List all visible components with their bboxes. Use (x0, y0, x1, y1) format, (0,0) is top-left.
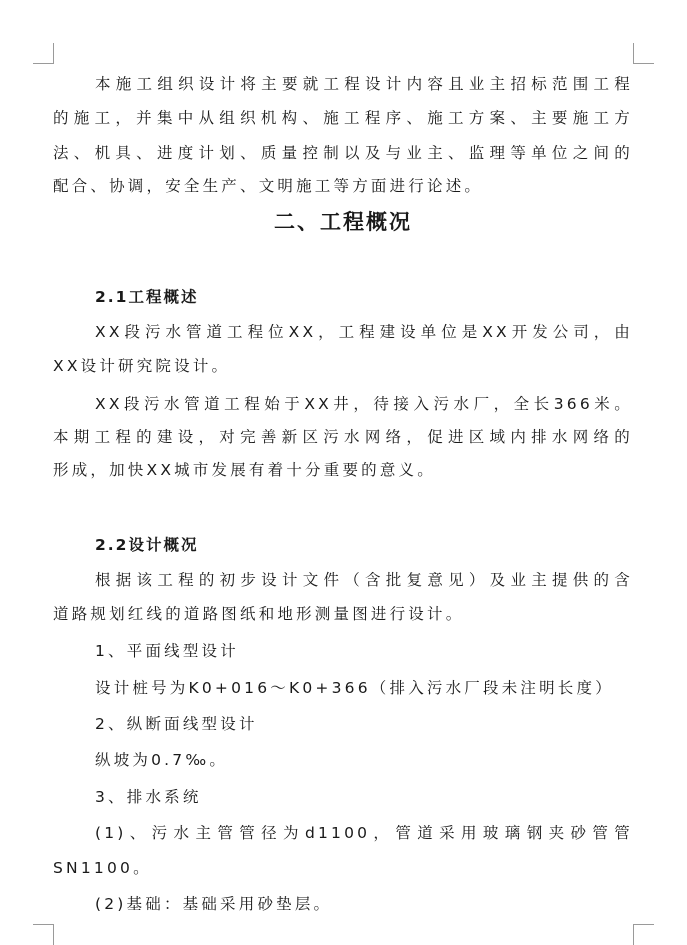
design-para1-line-2: 道路规划红线的道路图纸和地形测量图进行设计。 (53, 605, 465, 623)
corner-mark-top-right (633, 43, 654, 64)
item2-title: 2、纵断面线型设计 (95, 715, 258, 733)
corner-mark-top-left (33, 43, 54, 64)
overview-para2-line-2: 本期工程的建设，对完善新区污水网络，促进区域内排水网络的 (53, 428, 633, 446)
item3-para1-line-1: (1)、污水主管管径为d1100，管道采用玻璃钢夹砂管管 (95, 824, 633, 842)
design-para1-line-1: 根据该工程的初步设计文件（含批复意见）及业主提供的含 (95, 571, 633, 589)
corner-mark-bottom-right (633, 924, 654, 945)
intro-line-2: 的施工，并集中从组织机构、施工程序、施工方案、主要施工方 (53, 109, 633, 127)
item3-para1-line-2: SN1100。 (53, 859, 152, 877)
overview-para2-line-1: XX段污水管道工程始于XX井，待接入污水厂，全长366米。 (95, 395, 633, 413)
corner-mark-bottom-left (33, 924, 54, 945)
overview-para2-line-3: 形成，加快XX城市发展有着十分重要的意义。 (53, 461, 436, 479)
item3-title: 3、排水系统 (95, 788, 202, 806)
intro-line-1: 本施工组织设计将主要就工程设计内容且业主招标范围工程 (95, 75, 633, 93)
subsection-2-1-title: 2.1工程概述 (95, 288, 199, 306)
subsection-2-2-title: 2.2设计概况 (95, 536, 199, 554)
overview-para1-line-2: XX设计研究院设计。 (53, 357, 231, 375)
intro-line-3: 法、机具、进度计划、质量控制以及与业主、监理等单位之间的 (53, 144, 633, 162)
section-heading: 二、工程概况 (274, 210, 412, 234)
item1-title: 1、平面线型设计 (95, 642, 239, 660)
item3-para2: (2)基础：基础采用砂垫层。 (95, 895, 333, 913)
overview-para1-line-1: XX段污水管道工程位XX，工程建设单位是XX开发公司，由 (95, 323, 633, 341)
item2-text: 纵坡为0.7‰。 (95, 751, 229, 769)
item1-text: 设计桩号为K0+016～K0+366（排入污水厂段未注明长度） (95, 679, 614, 697)
intro-line-4: 配合、协调，安全生产、文明施工等方面进行论述。 (53, 177, 484, 195)
